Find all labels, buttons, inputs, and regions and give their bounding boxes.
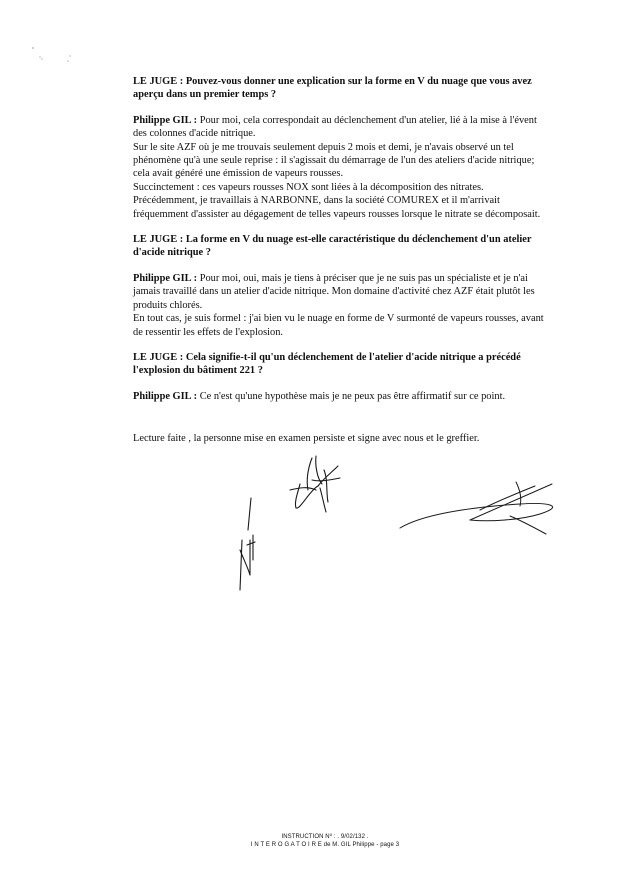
witness-answer-1: Philippe GIL : Pour moi, cela correspondait au déclenchement d'un atelier, lié à la mise à l'évent des colonnes d'acide nitrique. Sur le site AZF où je me trouvais seulement depuis 2 mois et demi, je n'avais observé un tel phénomène qu'à une seule reprise : il s'agissait du démarrage de l'un des ateliers d'acide nitrique; cela avait généré une émission de vapeurs rousses. Succinctement : ces vapeurs rousses NOX sont liées à la décomposition des nitrates. Précédemment, je travaillais à NARBONNE, dans la société COMUREX et il m'arrivait fréquemment d'assister au dégagement de telles vapeurs rousses lorsque le nitrate se décomposait. <box>133 114 541 220</box>
judge-question-3: LE JUGE : Cela signifie-t-il qu'un déclenchement de l'atelier d'acide nitrique a précédé l'explosion du bâtiment 221 ? <box>133 351 521 377</box>
signatures-area <box>220 450 580 600</box>
judge-question-2: LE JUGE : La forme en V du nuage est-elle caractéristique du déclenchement d'un atelier d'acide nitrique ? <box>133 234 532 259</box>
signature-left <box>240 498 255 590</box>
scan-specks <box>30 45 80 75</box>
transcript-body <box>133 75 593 415</box>
witness-answer-2: Philippe GIL : Pour moi, oui, mais je tiens à préciser que je ne suis pas un spécialiste et je n'ai jamais travaillé dans un atelier d'acide nitrique. Mon domaine d'activité chez AZF était plutôt les produits chlorés. En tout cas, je suis formel : j'ai bien vu le nuage en forme de V surmonté de vapeurs rousses, avant de ressentir les effets de l'explosion. <box>133 272 544 338</box>
judge-question-1: LE JUGE : Pouvez-vous donner une explication sur la forme en V du nuage que vous avez aperçu dans un premier temps ? <box>133 76 532 101</box>
page-footer <box>200 833 450 849</box>
footer-title: I N T E R O G A T O I R E de M. GIL Philippe - page 3 <box>250 842 400 848</box>
speaker-name: Philippe GIL : <box>133 272 198 284</box>
speaker-name: Philippe GIL : <box>133 114 198 126</box>
closing-statement: Lecture faite , la personne mise en examen persiste et signe avec nous et le greffier. <box>133 433 480 444</box>
signature-middle <box>290 456 340 512</box>
witness-answer-3: Philippe GIL : Ce n'est qu'une hypothèse mais je ne peux pas être affirmatif sur ce point. <box>133 390 506 402</box>
speaker-name: Philippe GIL : <box>133 390 198 402</box>
instruction-number: INSTRUCTION Nº : . 9/02/132 . <box>281 834 369 840</box>
signature-right <box>400 482 553 534</box>
